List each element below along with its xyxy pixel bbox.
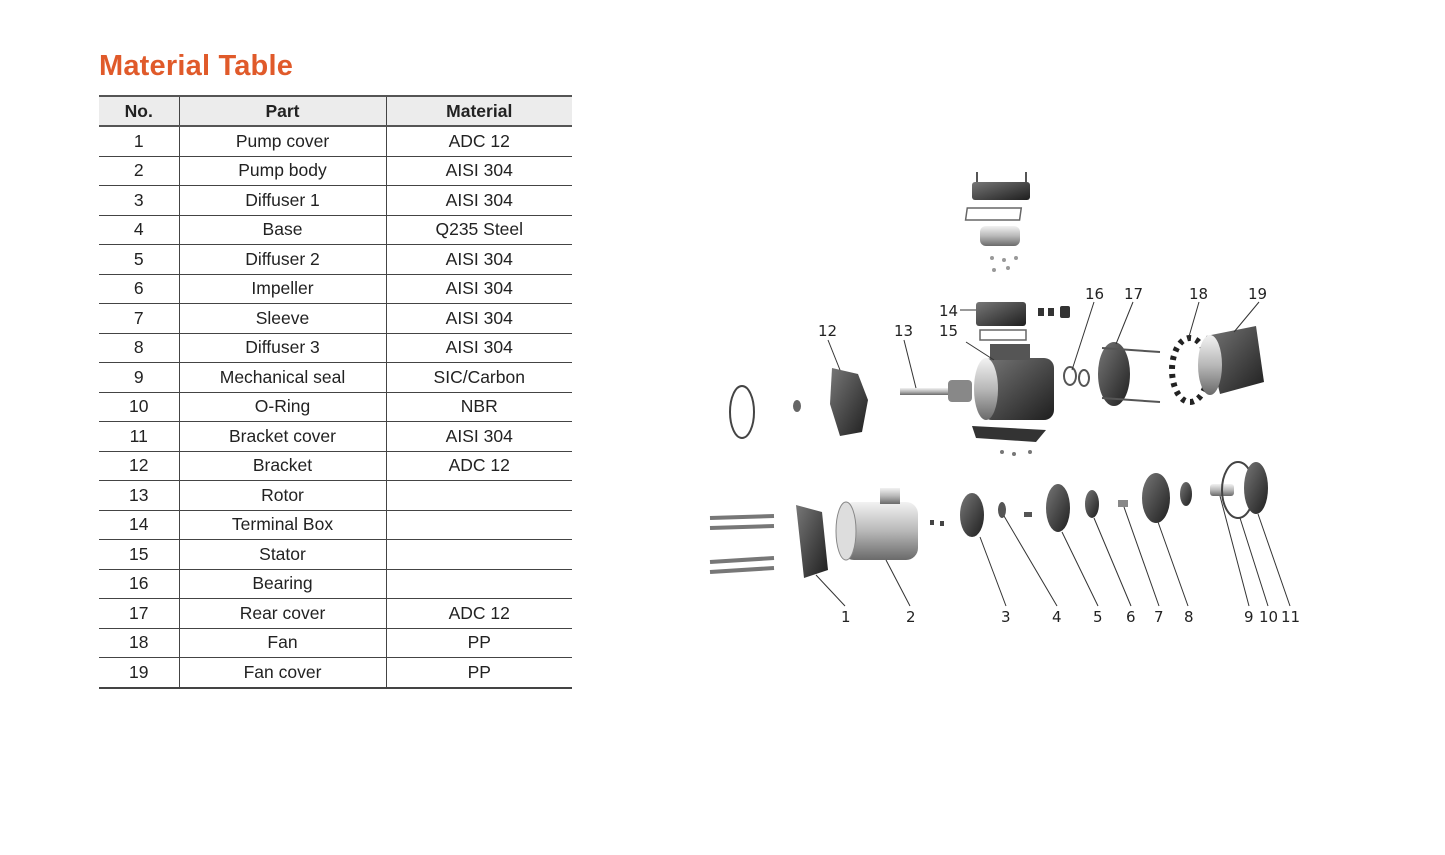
cell-part: Diffuser 1 xyxy=(179,186,386,216)
callout-9: 9 xyxy=(1244,608,1254,626)
cell-part: Stator xyxy=(179,540,386,570)
table-row xyxy=(99,481,572,511)
cell-no: 9 xyxy=(99,363,179,393)
cell-no: 10 xyxy=(99,392,179,422)
cell-no: 7 xyxy=(99,304,179,334)
rear-cover-fan-part xyxy=(1064,326,1264,406)
callout-15: 15 xyxy=(939,322,959,340)
table-row xyxy=(99,451,572,481)
page-title: Material Table xyxy=(99,50,294,82)
callout-12: 12 xyxy=(818,322,838,340)
cell-part: Rear cover xyxy=(179,599,386,629)
table-row xyxy=(99,599,572,629)
callout-10: 10 xyxy=(1259,608,1279,626)
cell-no: 1 xyxy=(99,126,179,156)
cell-no: 11 xyxy=(99,422,179,452)
col-header-part: Part xyxy=(179,96,386,126)
cell-part: Base xyxy=(179,215,386,245)
table-row xyxy=(99,245,572,275)
cell-part: Fan xyxy=(179,628,386,658)
cell-part: Pump body xyxy=(179,156,386,186)
cell-material: PP xyxy=(386,658,572,688)
cell-part: Terminal Box xyxy=(179,510,386,540)
cell-part: Bracket xyxy=(179,451,386,481)
cell-material: ADC 12 xyxy=(386,599,572,629)
rotor-part xyxy=(900,380,972,402)
cell-part: Diffuser 3 xyxy=(179,333,386,363)
callout-11: 11 xyxy=(1281,608,1301,626)
cell-no: 3 xyxy=(99,186,179,216)
callout-4: 4 xyxy=(1052,608,1062,626)
table-row xyxy=(99,215,572,245)
cell-part: O-Ring xyxy=(179,392,386,422)
cell-part: Bracket cover xyxy=(179,422,386,452)
cell-no: 12 xyxy=(99,451,179,481)
callout-6: 6 xyxy=(1126,608,1136,626)
pump-exploded-diagram xyxy=(690,160,1330,640)
table-row xyxy=(99,510,572,540)
cell-no: 18 xyxy=(99,628,179,658)
cell-material: AISI 304 xyxy=(386,156,572,186)
cell-material: AISI 304 xyxy=(386,422,572,452)
callout-7: 7 xyxy=(1154,608,1164,626)
cell-no: 6 xyxy=(99,274,179,304)
cell-no: 19 xyxy=(99,658,179,688)
cell-material: AISI 304 xyxy=(386,333,572,363)
table-row xyxy=(99,363,572,393)
cell-material: AISI 304 xyxy=(386,274,572,304)
col-header-material: Material xyxy=(386,96,572,126)
callout-17: 17 xyxy=(1124,285,1144,303)
callout-5: 5 xyxy=(1093,608,1103,626)
cell-material: NBR xyxy=(386,392,572,422)
callout-3: 3 xyxy=(1001,608,1011,626)
cell-part: Impeller xyxy=(179,274,386,304)
cell-material: Q235 Steel xyxy=(386,215,572,245)
cell-part: Pump cover xyxy=(179,126,386,156)
table-row xyxy=(99,126,572,156)
table-row xyxy=(99,156,572,186)
callout-8: 8 xyxy=(1184,608,1194,626)
cell-part: Sleeve xyxy=(179,304,386,334)
terminal-box-part xyxy=(966,172,1070,340)
table-row xyxy=(99,392,572,422)
callout-18: 18 xyxy=(1189,285,1209,303)
cell-no: 17 xyxy=(99,599,179,629)
cell-material xyxy=(386,569,572,599)
callout-2: 2 xyxy=(906,608,916,626)
cell-part: Mechanical seal xyxy=(179,363,386,393)
cell-material: PP xyxy=(386,628,572,658)
stator-motor-part xyxy=(972,344,1054,456)
table-row xyxy=(99,628,572,658)
callout-14: 14 xyxy=(939,302,959,320)
table-row xyxy=(99,540,572,570)
cell-part: Rotor xyxy=(179,481,386,511)
cell-material xyxy=(386,540,572,570)
callouts-bottom xyxy=(841,608,1300,626)
cell-material xyxy=(386,481,572,511)
cell-no: 2 xyxy=(99,156,179,186)
cell-no: 16 xyxy=(99,569,179,599)
callout-1: 1 xyxy=(841,608,851,626)
cell-no: 14 xyxy=(99,510,179,540)
cell-material: ADC 12 xyxy=(386,451,572,481)
cell-material xyxy=(386,510,572,540)
table-header-row xyxy=(99,96,572,126)
cell-no: 15 xyxy=(99,540,179,570)
table-row xyxy=(99,333,572,363)
bracket-part xyxy=(730,368,868,438)
callout-13: 13 xyxy=(894,322,914,340)
callout-16: 16 xyxy=(1085,285,1105,303)
cell-part: Fan cover xyxy=(179,658,386,688)
table-row xyxy=(99,658,572,688)
table-row xyxy=(99,422,572,452)
table-row xyxy=(99,274,572,304)
col-header-no: No. xyxy=(99,96,179,126)
table-row xyxy=(99,186,572,216)
cell-material: ADC 12 xyxy=(386,126,572,156)
table-row xyxy=(99,304,572,334)
cell-part: Bearing xyxy=(179,569,386,599)
cell-material: AISI 304 xyxy=(386,186,572,216)
cell-part: Diffuser 2 xyxy=(179,245,386,275)
cell-material: AISI 304 xyxy=(386,304,572,334)
material-table xyxy=(99,95,572,689)
cell-material: AISI 304 xyxy=(386,245,572,275)
cell-material: SIC/Carbon xyxy=(386,363,572,393)
cell-no: 13 xyxy=(99,481,179,511)
cell-no: 5 xyxy=(99,245,179,275)
table-row xyxy=(99,569,572,599)
cell-no: 8 xyxy=(99,333,179,363)
callout-19: 19 xyxy=(1248,285,1268,303)
cell-no: 4 xyxy=(99,215,179,245)
